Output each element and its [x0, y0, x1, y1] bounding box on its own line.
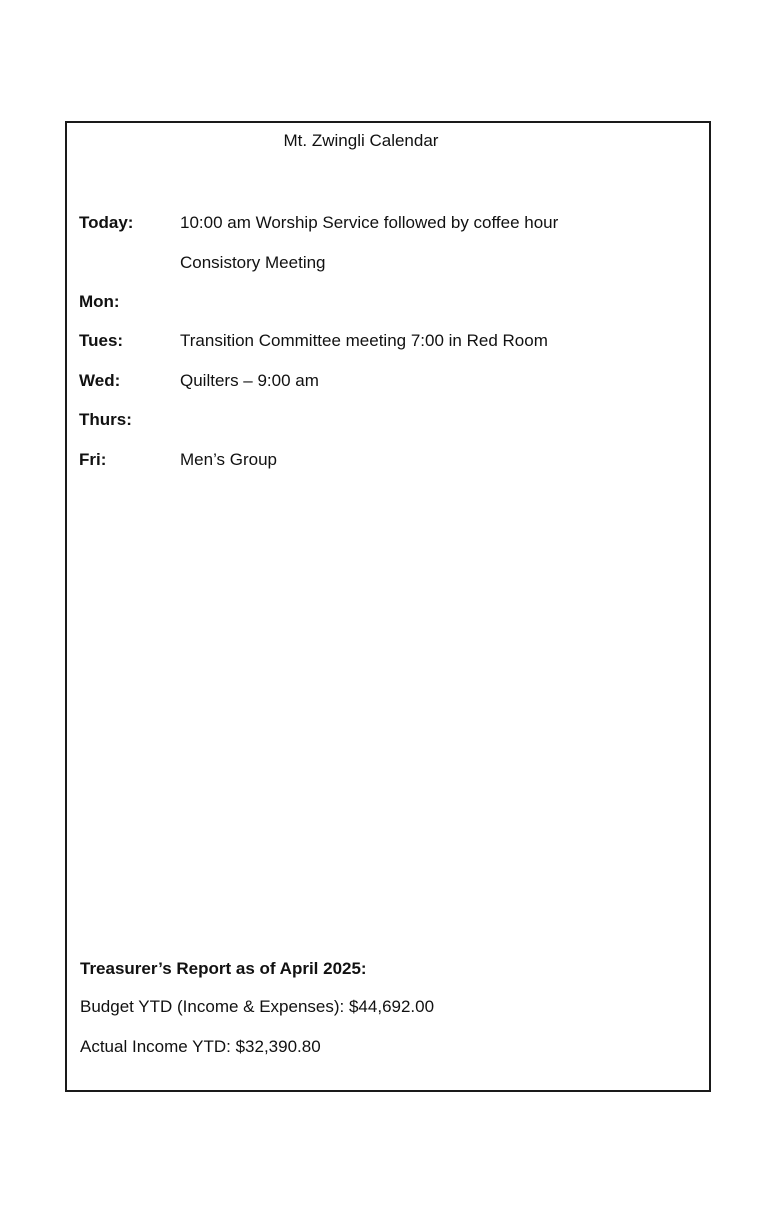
event-text: Quilters – 9:00 am: [180, 371, 319, 390]
calendar-title-text: Mt. Zwingli Calendar: [283, 131, 439, 150]
day-label: Wed:: [79, 371, 121, 390]
calendar-title: [0, 131, 768, 151]
event-text: Consistory Meeting: [180, 253, 326, 272]
day-label: Fri:: [79, 450, 107, 469]
day-label: Thurs:: [79, 410, 132, 429]
day-label: Today:: [79, 213, 134, 232]
event-text: 10:00 am Worship Service followed by coffee hour: [180, 213, 559, 232]
calendar-box: [65, 121, 711, 1092]
budget-ytd-line: Budget YTD (Income & Expenses): $44,692.00: [80, 997, 435, 1016]
event-text: Transition Committee meeting 7:00 in Red Room: [180, 331, 548, 350]
treasurer-heading: Treasurer’s Report as of April 2025:: [80, 959, 367, 978]
day-label: Tues:: [79, 331, 124, 350]
event-text: Men’s Group: [180, 450, 278, 469]
day-label: Mon:: [79, 292, 120, 311]
actual-income-line: Actual Income YTD: $32,390.80: [80, 1037, 321, 1056]
